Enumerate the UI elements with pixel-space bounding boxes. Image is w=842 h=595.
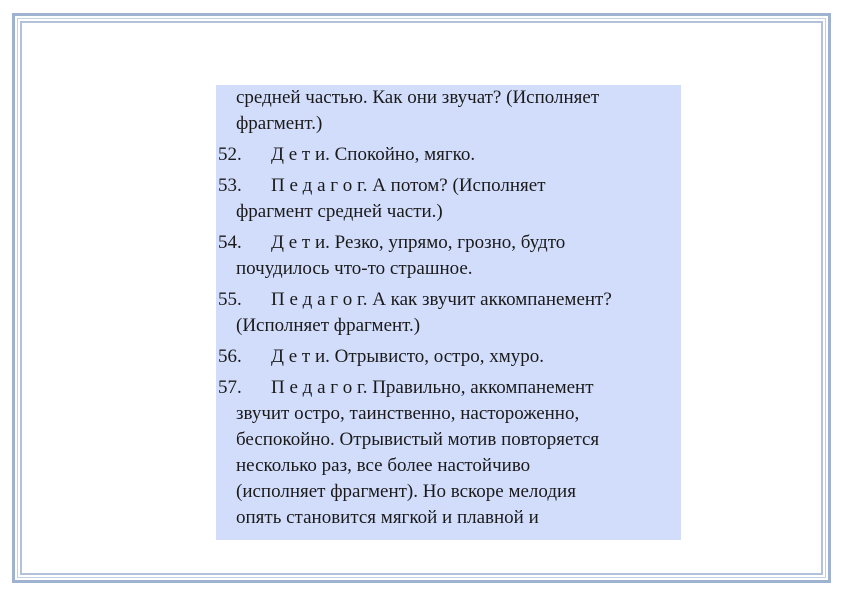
- item-number: 54.: [218, 232, 242, 253]
- item-line: (исполняет фрагмент). Но вскоре мелодия: [236, 481, 576, 502]
- item-number: 56.: [218, 346, 242, 367]
- item-first-line: [236, 230, 671, 256]
- speaker-label: Д е т и.: [271, 346, 330, 367]
- item-number: 55.: [218, 289, 242, 310]
- item-text: Правильно, аккомпанемент: [367, 377, 594, 398]
- item-line: несколько раз, все более настойчиво: [236, 455, 531, 476]
- list-item-54: [218, 230, 671, 282]
- item-text: Спокойно, мягко.: [329, 144, 476, 165]
- intro-paragraph: [218, 85, 671, 137]
- item-line: (Исполняет фрагмент.): [236, 315, 421, 336]
- item-text: Резко, упрямо, грозно, будто: [329, 232, 566, 253]
- item-line: беспокойно. Отрывистый мотив повторяется: [236, 429, 600, 450]
- item-line: фрагмент средней части.): [236, 201, 443, 222]
- speaker-label: П е д а г о г.: [271, 377, 368, 398]
- item-first-line: [236, 344, 671, 370]
- speaker-label: Д е т и.: [271, 232, 330, 253]
- list-item-56: [218, 344, 671, 370]
- intro-line-1: средней частью. Как они звучат? (Исполняет: [236, 87, 600, 108]
- item-line: звучит остро, таинственно, настороженно,: [236, 403, 580, 424]
- item-first-line: [236, 287, 671, 313]
- item-number: 53.: [218, 175, 242, 196]
- item-line: почудилось что-то страшное.: [236, 258, 473, 279]
- item-first-line: [236, 375, 671, 401]
- item-first-line: [236, 173, 671, 199]
- item-text: Отрывисто, остро, хмуро.: [329, 346, 544, 367]
- item-line: опять становится мягкой и плавной и: [236, 507, 539, 528]
- item-number: 52.: [218, 144, 242, 165]
- item-number: 57.: [218, 377, 242, 398]
- speaker-label: Д е т и.: [271, 144, 330, 165]
- list-item-57: [218, 375, 671, 531]
- list-item-52: [218, 142, 671, 168]
- list-item-55: [218, 287, 671, 339]
- item-text: А потом? (Исполняет: [367, 175, 546, 196]
- item-text: А как звучит аккомпанемент?: [367, 289, 612, 310]
- speaker-label: П е д а г о г.: [271, 175, 368, 196]
- list-item-53: [218, 173, 671, 225]
- speaker-label: П е д а г о г.: [271, 289, 368, 310]
- item-first-line: [236, 142, 671, 168]
- intro-line-2: фрагмент.): [236, 113, 323, 134]
- text-box: [216, 85, 681, 540]
